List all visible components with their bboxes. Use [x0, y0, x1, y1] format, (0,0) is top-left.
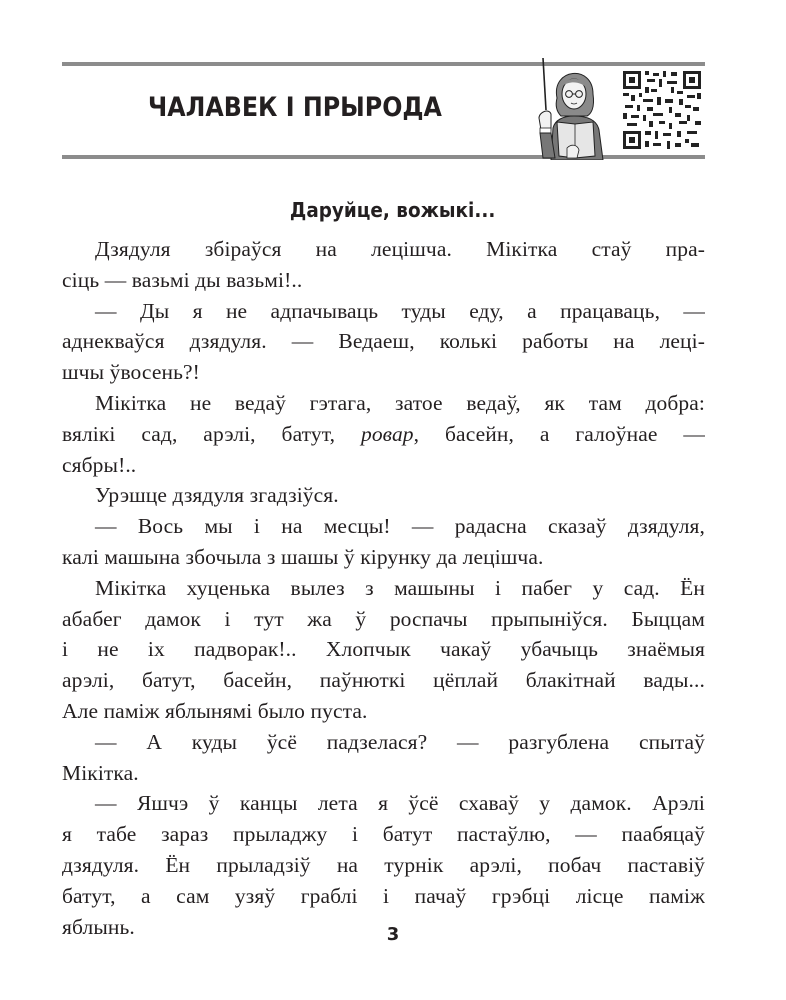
- paragraph-line: [62, 450, 705, 481]
- paragraph-line: [62, 296, 705, 327]
- text-fragment: вялікі сад, арэлі, батут,: [62, 421, 361, 446]
- paragraph-line: [62, 388, 705, 419]
- paragraph-line: [62, 788, 705, 819]
- paragraph-line: [62, 850, 705, 881]
- line-text: Мікітка не ведаў гэтага, затое ведаў, як там добра:: [95, 390, 705, 415]
- paragraph-line: [62, 542, 705, 573]
- italic-word: ровар: [360, 421, 414, 446]
- line-text: Мікітка.: [62, 760, 139, 785]
- line-text: Мікітка хуценька вылез з машыны і пабег у сад. Ён: [95, 575, 705, 600]
- paragraph-line: [62, 265, 705, 296]
- text-fragment: , басейн, а галоўнае —: [413, 421, 705, 446]
- paragraph-line: [62, 634, 705, 665]
- paragraph-line: [62, 727, 705, 758]
- paragraph-line: [62, 665, 705, 696]
- paragraph-line: [62, 573, 705, 604]
- line-text: я табе зараз прыладжу і батут пастаўлю, — паабяцаў: [62, 822, 705, 847]
- line-text: аднекваўся дзядуля. — Ведаеш, колькі работы на леці-: [62, 329, 705, 354]
- paragraph-line: [62, 758, 705, 789]
- teacher-illustration-icon: [537, 58, 619, 160]
- paragraph-line: [62, 696, 705, 727]
- paragraph-line: [62, 234, 705, 265]
- line-text: Але паміж яблынямі было пуста.: [62, 698, 368, 723]
- paragraph-line: [62, 357, 705, 388]
- line-text: — А куды ўсё падзелася? — разгублена спытаў: [95, 729, 705, 754]
- paragraph-line: [62, 511, 705, 542]
- line-text: [62, 419, 705, 450]
- paragraph-line: [62, 604, 705, 635]
- chapter-title: ЧАЛАВЕК І ПРЫРОДА: [148, 92, 442, 123]
- line-text: Урэшце дзядуля згадзіўся.: [95, 483, 339, 508]
- paragraph-line: [62, 419, 705, 450]
- paragraph-line: [62, 480, 705, 511]
- line-text: абабег дамок і тут жа ў роспачы прыпыніўся. Быццам: [62, 606, 705, 631]
- story-body: [62, 234, 705, 942]
- line-text: шчы ўвосень?!: [62, 360, 200, 385]
- line-text: — Ды я не адпачываць туды еду, а працаваць, —: [95, 298, 705, 323]
- line-text: сіць — вазьмі ды вазьмі!..: [62, 267, 303, 292]
- line-text: — Вось мы і на месцы! — радасна сказаў дзядуля,: [95, 514, 705, 539]
- line-text: — Яшчэ ў канцы лета я ўсё схаваў у дамок. Арэлі: [95, 791, 705, 816]
- line-text: калі машына збочыла з шашы ў кірунку да лецішча.: [62, 544, 544, 569]
- story-title-text: Даруйце, вожыкі...: [290, 198, 496, 222]
- page-number: 3: [386, 924, 400, 945]
- qr-code-icon[interactable]: [621, 69, 703, 151]
- line-text: арэлі, батут, басейн, паўнюткі цёплай блакітнай вады...: [62, 668, 705, 693]
- story-title: [0, 198, 786, 222]
- line-text: яблынь.: [62, 914, 135, 939]
- paragraph-line: [62, 819, 705, 850]
- line-text: сябры!..: [62, 452, 137, 477]
- line-text: і не іх падворак!.. Хлопчык чакаў убачыць знаёмыя: [62, 637, 705, 662]
- paragraph-line: [62, 326, 705, 357]
- paragraph-line: [62, 881, 705, 912]
- line-text: дзядуля. Ён прыладзіў на турнік арэлі, побач паставіў: [62, 852, 705, 877]
- line-text: Дзядуля збіраўся на лецішча. Мікітка стаў пра-: [95, 237, 705, 261]
- line-text: батут, а сам узяў граблі і пачаў грэбці лісце паміж: [62, 883, 705, 908]
